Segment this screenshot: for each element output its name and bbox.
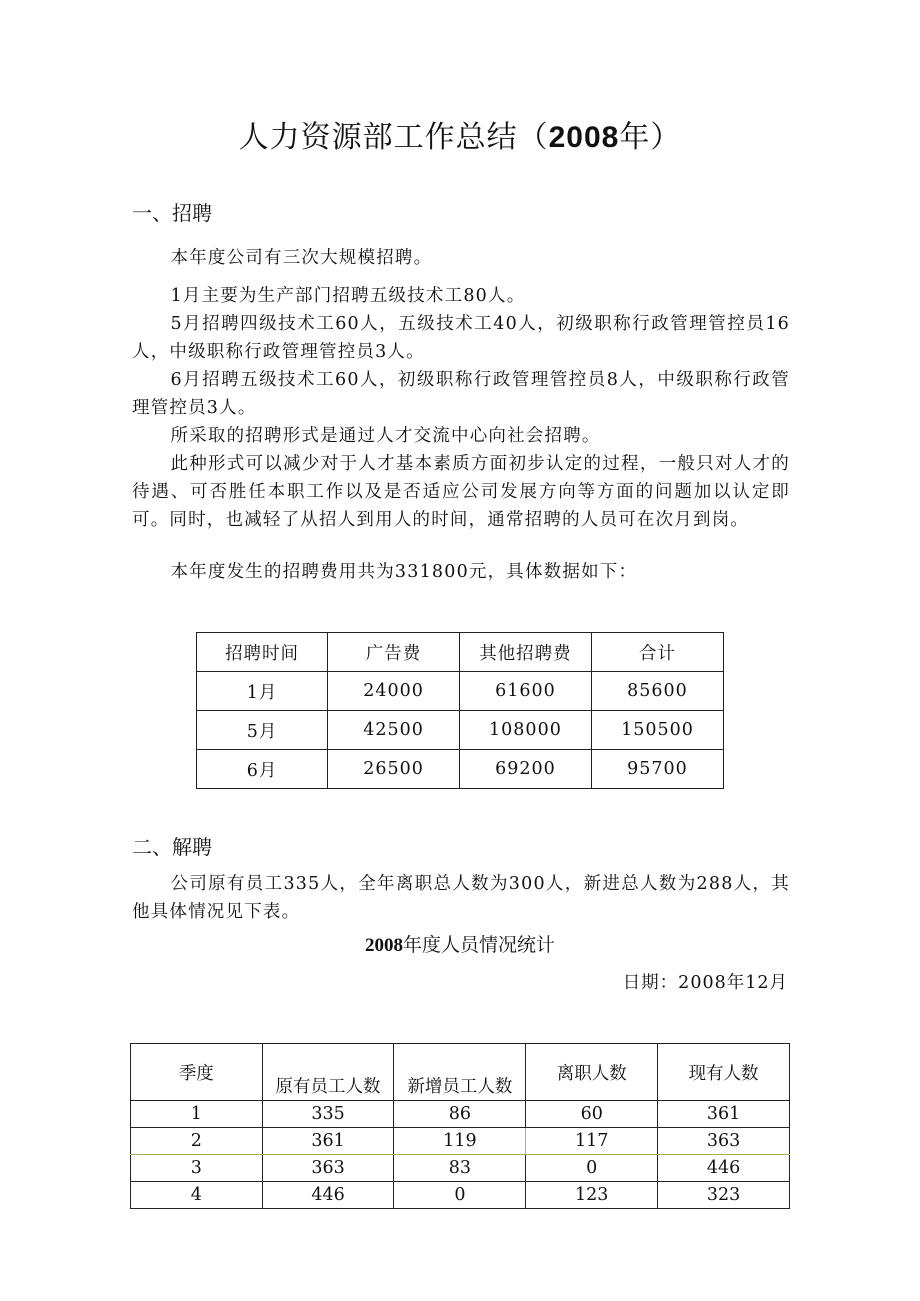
title-year-prefix: （ <box>517 120 549 155</box>
table-cell: 2 <box>131 1128 263 1155</box>
table-cell: 24000 <box>328 672 460 711</box>
staff-statistics-table <box>130 1043 790 1209</box>
table-cell: 4 <box>131 1182 263 1209</box>
table-cell: 61600 <box>459 672 591 711</box>
title-text: 人力资源部工作总结 <box>238 120 518 155</box>
table-cell: 119 <box>394 1128 526 1155</box>
paragraph: 公司原有员工335人，全年离职总人数为300人，新进总人数为288人，其他具体情况见下表。 <box>132 874 790 922</box>
table-row <box>197 672 724 711</box>
table-cell: 83 <box>394 1155 526 1182</box>
recruitment-cost <box>132 558 790 586</box>
table-header-cell: 广告费 <box>328 633 460 672</box>
paragraph: 此种形式可以减少对于人才基本素质方面初步认定的过程，一般只对人才的待遇、可否胜任本职工作以及是否适应公司发展方向等方面的问题加以认定即可。同时，也减轻了从招人到用人的时间，通常招聘的人员可在次月到岗。 <box>132 454 790 530</box>
table-header-row <box>131 1044 790 1101</box>
section-heading-recruitment: 一、招聘 <box>132 201 212 225</box>
table-cell: 42500 <box>328 711 460 750</box>
paragraph: 1月主要为生产部门招聘五级技术工80人。 <box>170 286 526 306</box>
recruitment-cost-table <box>196 632 724 789</box>
table-header-cell: 原有员工人数 <box>262 1044 394 1101</box>
title-year-suffix: 年） <box>619 120 682 155</box>
statistics-title-text: 年度人员情况统计 <box>402 934 555 956</box>
table-header-cell: 季度 <box>131 1044 263 1101</box>
table-header-cell: 现有人数 <box>658 1044 790 1101</box>
table-cell: 108000 <box>459 711 591 750</box>
table-row <box>197 711 724 750</box>
table-cell: 95700 <box>591 750 723 789</box>
paragraph: 6月招聘五级技术工60人，初级职称行政管理管控员8人，中级职称行政管理管控员3人。 <box>132 370 790 418</box>
table-cell: 69200 <box>459 750 591 789</box>
table-cell: 446 <box>658 1155 790 1182</box>
section-heading-dismissal: 二、解聘 <box>132 835 212 859</box>
table-cell: 361 <box>262 1128 394 1155</box>
dismissal-paragraph <box>132 870 790 926</box>
recruitment-details <box>132 282 790 534</box>
table-row <box>131 1128 790 1155</box>
table-cell: 150500 <box>591 711 723 750</box>
table-cell: 60 <box>526 1101 658 1128</box>
paragraph: 本年度发生的招聘费用共为331800元，具体数据如下： <box>170 562 638 582</box>
statistics-title-year: 2008 <box>364 935 403 956</box>
table-header-cell: 合计 <box>591 633 723 672</box>
title-year: 2008 <box>548 121 620 154</box>
table-cell: 363 <box>262 1155 394 1182</box>
table-cell: 86 <box>394 1101 526 1128</box>
table-cell: 3 <box>131 1155 263 1182</box>
table-row <box>131 1182 790 1209</box>
table-header-cell: 招聘时间 <box>197 633 328 672</box>
recruitment-intro <box>132 244 790 272</box>
table-cell: 0 <box>526 1155 658 1182</box>
table-cell: 1月 <box>197 672 328 711</box>
table-header-row <box>197 633 724 672</box>
paragraph: 5月招聘四级技术工60人，五级技术工40人，初级职称行政管理管控员16人，中级职称行政管理管控员3人。 <box>132 314 790 362</box>
table-cell: 26500 <box>328 750 460 789</box>
table-cell: 363 <box>658 1128 790 1155</box>
table-header-cell: 其他招聘费 <box>459 633 591 672</box>
table-cell: 85600 <box>591 672 723 711</box>
statistics-date: 日期：2008年12月 <box>622 973 788 993</box>
table-row <box>131 1155 790 1182</box>
table-cell: 335 <box>262 1101 394 1128</box>
table-cell: 361 <box>658 1101 790 1128</box>
page-title <box>0 112 920 156</box>
paragraph: 所采取的招聘形式是通过人才交流中心向社会招聘。 <box>170 426 601 446</box>
statistics-title <box>0 930 920 957</box>
table-cell: 5月 <box>197 711 328 750</box>
table-cell: 1 <box>131 1101 263 1128</box>
table-cell: 6月 <box>197 750 328 789</box>
table-cell: 323 <box>658 1182 790 1209</box>
table-header-cell: 离职人数 <box>526 1044 658 1101</box>
table-cell: 446 <box>262 1182 394 1209</box>
table-cell: 123 <box>526 1182 658 1209</box>
table-row <box>197 750 724 789</box>
table-cell: 117 <box>526 1128 658 1155</box>
table-cell: 0 <box>394 1182 526 1209</box>
paragraph: 本年度公司有三次大规模招聘。 <box>170 248 433 268</box>
table-row <box>131 1101 790 1128</box>
table-header-cell: 新增员工人数 <box>394 1044 526 1101</box>
